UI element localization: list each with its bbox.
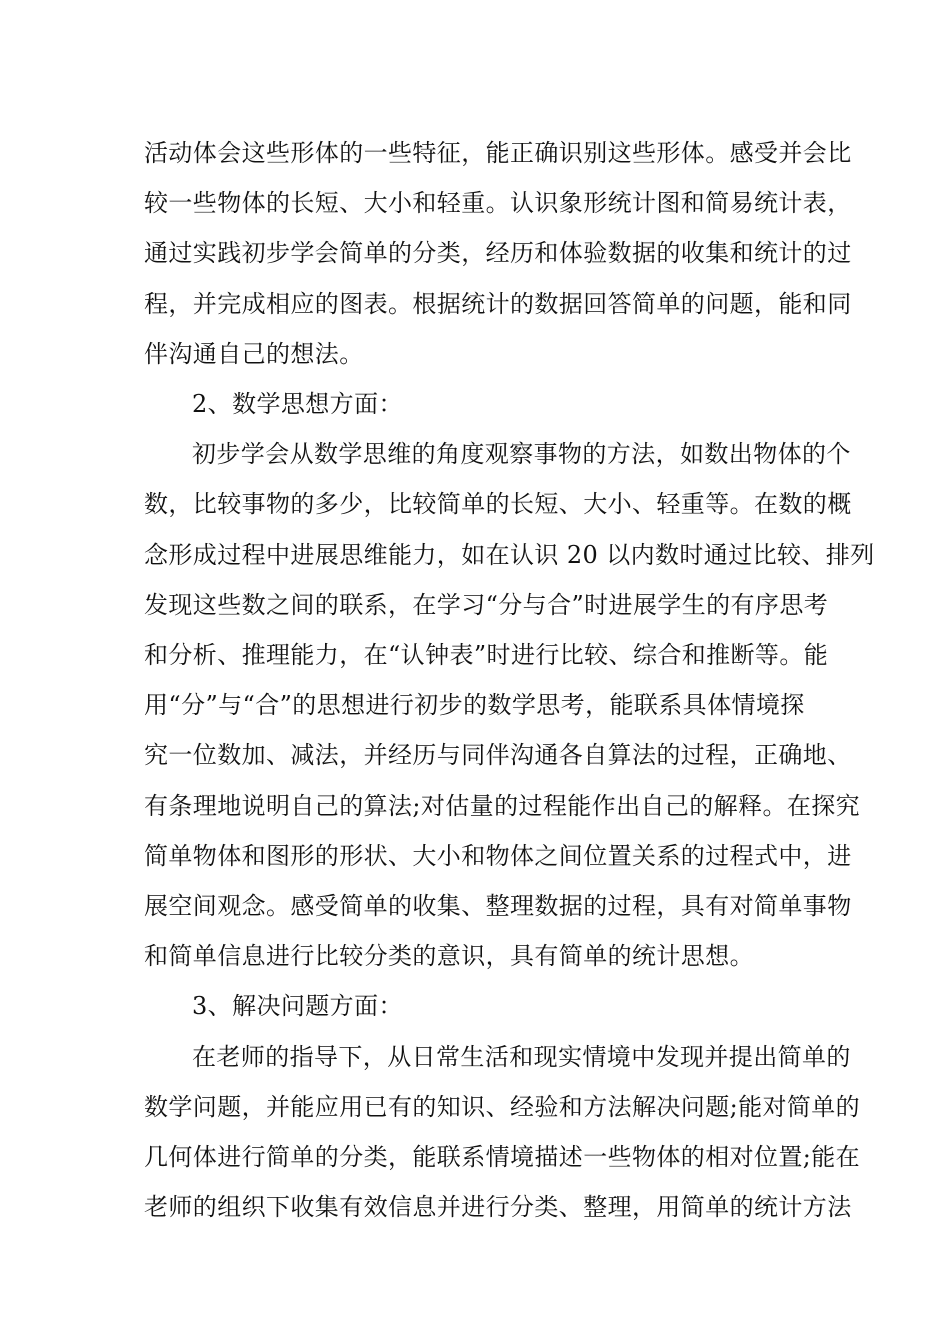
text-line: 初步学会从数学思维的角度观察事物的方法，如数出物体的个	[192, 440, 851, 469]
text-line: 简单物体和图形的形状、大小和物体之间位置关系的过程式中，进	[144, 841, 852, 870]
paragraph-math-thinking	[144, 429, 875, 981]
text-line: 在老师的指导下，从日常生活和现实情境中发现并提出简单的	[192, 1042, 851, 1071]
text-line: 究一位数加、减法，并经历与同伴沟通各自算法的过程，正确地、	[144, 741, 852, 770]
text-line: 有条理地说明自己的算法;对估量的过程能作出自己的解释。在探究	[144, 791, 861, 820]
text-line: 展空间观念。感受简单的收集、整理数据的过程，具有对简单事物	[144, 892, 852, 921]
text-line: 和简单信息进行比较分类的意识，具有简单的统计思想。	[144, 942, 754, 971]
text-line: 数学问题，并能应用已有的知识、经验和方法解决问题;能对简单的	[144, 1092, 861, 1121]
paragraph-shapes-continuation	[144, 128, 852, 379]
paragraph-problem-solving	[144, 1032, 861, 1233]
text-line: 程，并完成相应的图表。根据统计的数据回答简单的问题，能和同	[144, 289, 852, 318]
document-body	[144, 128, 875, 1232]
text-line: 通过实践初步学会简单的分类，经历和体验数据的收集和统计的过	[144, 239, 852, 268]
text-line: 伴沟通自己的想法。	[144, 339, 364, 368]
heading-line: 3、解决问题方面：	[192, 992, 403, 1021]
text-line: 几何体进行简单的分类，能联系情境描述一些物体的相对位置;能在	[144, 1143, 861, 1172]
section-heading-math-thinking	[144, 379, 806, 429]
text-line: 数，比较事物的多少，比较简单的长短、大小、轻重等。在数的概	[144, 490, 852, 519]
text-line: 活动体会这些形体的一些特征，能正确识别这些形体。感受并会比	[144, 139, 852, 167]
text-line: 发现这些数之间的联系，在学习“分与合”时进展学生的有序思考	[144, 590, 829, 619]
text-line: 念形成过程中进展思维能力，如在认识 20 以内数时通过比较、排列	[144, 540, 875, 569]
text-line: 用“分”与“合”的思想进行初步的数学思考，能联系具体情境探	[144, 691, 805, 720]
text-line: 老师的组织下收集有效信息并进行分类、整理，用简单的统计方法	[144, 1193, 852, 1222]
heading-line: 2、数学思想方面：	[192, 390, 403, 419]
text-line: 和分析、推理能力，在“认钟表”时进行比较、综合和推断等。能	[144, 641, 829, 670]
section-heading-problem-solving	[144, 981, 806, 1031]
text-line: 较一些物体的长短、大小和轻重。认识象形统计图和简易统计表，	[144, 189, 852, 218]
